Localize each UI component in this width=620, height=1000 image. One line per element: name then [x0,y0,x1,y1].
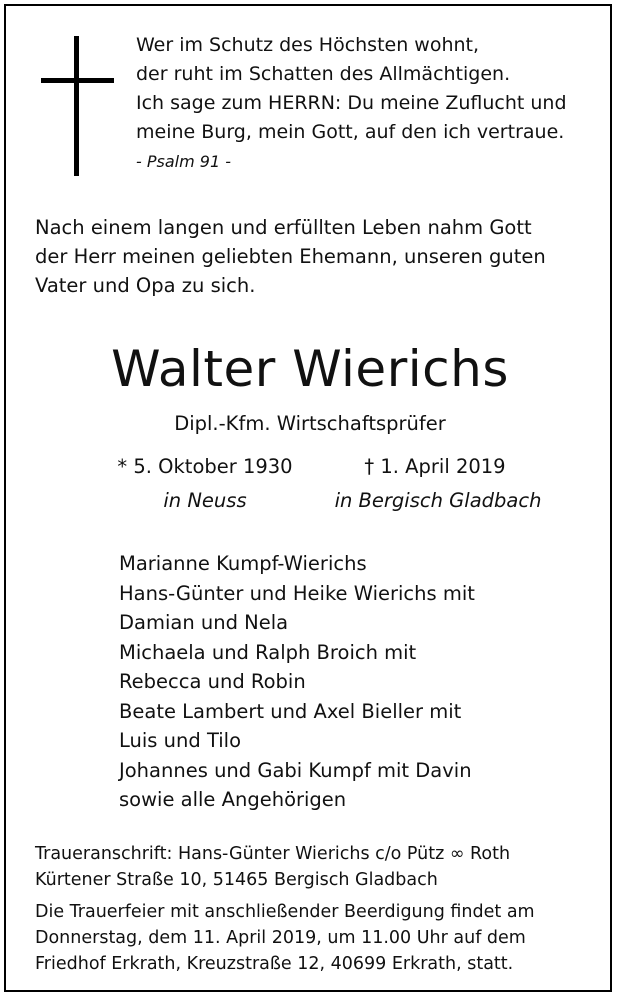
intro-line: Vater und Opa zu sich. [35,274,256,297]
birth-place: in Neuss [163,489,247,512]
family-line: sowie alle Angehörigen [119,788,347,811]
address-line: Kürtener Straße 10, 51465 Bergisch Gladbach [35,870,438,890]
family-line: Luis und Tilo [119,729,242,752]
death-date: † 1. April 2019 [364,455,506,478]
verse-line: Ich sage zum HERRN: Du meine Zuflucht und [136,92,567,114]
mourning-address [35,841,510,893]
funeral-notice [35,899,535,977]
family-line: Hans-Günter und Heike Wierichs mit [119,581,475,605]
psalm-source: - Psalm 91 - [136,152,231,171]
cross-icon [74,36,79,176]
psalm-verse [136,31,567,147]
intro-text [35,213,546,300]
ceremony-line: Friedhof Erkrath, Kreuzstraße 12, 40699 Erkrath, statt. [35,954,514,974]
birth-date: * 5. Oktober 1930 [117,455,293,478]
family-line: Marianne Kumpf-Wierichs [119,552,367,575]
family-line: Johannes und Gabi Kumpf mit Davin [119,758,472,782]
death-place: in Bergisch Gladbach [334,489,542,512]
family-line: Damian und Nela [119,611,289,634]
family-line: Beate Lambert und Axel Bieller mit [119,699,462,723]
deceased-title: Dipl.-Kfm. Wirtschaftsprüfer [174,412,446,435]
address-line: Traueranschrift: Hans-Günter Wierichs c/o Pütz ∞ Roth [35,844,511,864]
family-line: Michaela und Ralph Broich mit [119,640,417,664]
intro-line: Nach einem langen und erfüllten Leben nahm Gott [35,216,532,239]
family-list [119,549,475,815]
verse-line: der ruht im Schatten des Allmächtigen. [136,63,511,85]
ceremony-line: Donnerstag, dem 11. April 2019, um 11.00 Uhr auf dem [35,928,526,948]
intro-line: der Herr meinen geliebten Ehemann, unseren guten [35,245,546,268]
ceremony-line: Die Trauerfeier mit anschließender Beerdigung findet am [35,902,535,922]
family-line: Rebecca und Robin [119,670,306,693]
cross-icon-bar [41,78,114,83]
deceased-name: Walter Wierichs [111,340,509,398]
verse-line: Wer im Schutz des Höchsten wohnt, [136,34,480,56]
verse-line: meine Burg, mein Gott, auf den ich vertraue. [136,121,565,143]
